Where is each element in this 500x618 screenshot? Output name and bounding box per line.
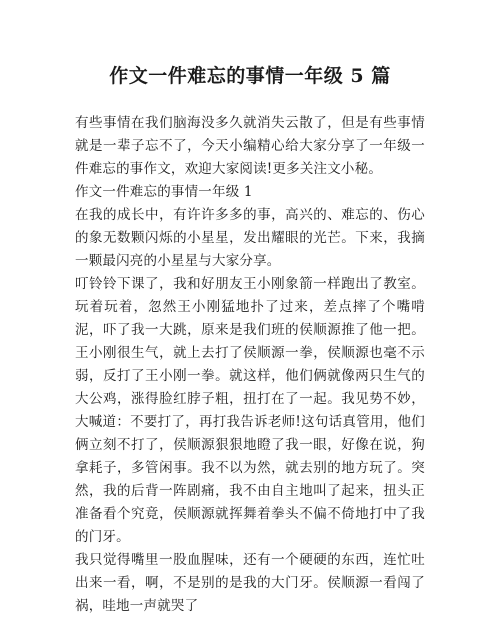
document-body	[75, 112, 425, 618]
section-heading: 作文一件难忘的事情一年级 1	[75, 184, 253, 200]
paragraph: 我只觉得嘴里一股血腥味，还有一个硬硬的东西，连忙吐出来一看，啊，不是别的是我的大门牙。侯顺源一看闯了祸，哇地一声就哭了	[75, 552, 425, 614]
paragraph-intro: 有些事情在我们脑海没多久就消失云散了，但是有些事情就是一辈子忘不了，今天小编精心给大家分享了一年级一件难忘的事作文，欢迎大家阅读!更多关注文小秘。	[75, 115, 425, 177]
paragraph: 叮铃铃下课了，我和好朋友王小刚象箭一样跑出了教室。玩着玩着，忽然王小刚猛地扑了过来，差点摔了个嘴啃泥，吓了我一大跳，原来是我们班的侯顺源推了他一把。王小刚很生气，就上去打了侯顺源一拳，侯顺源也毫不示弱，反打了王小刚一拳。就这样，他们俩就像两只生气的大公鸡，涨得脸红脖子粗，扭打在了一起。我见势不妙，大喊道：不要打了，再打我告诉老师!这句话真管用，他们俩立刻不打了，侯顺源狠狠地瞪了我一眼，好像在说，狗拿耗子，多管闲事。我不以为然，就去别的地方玩了。突然，我的后背一阵剧痛，我不由自主地叫了起来，扭头正准备看个究竟，侯顺源就挥舞着拳头不偏不倚地打中了我的门牙。	[75, 276, 425, 545]
paragraph: 在我的成长中，有许许多多的事，高兴的、难忘的、伤心的象无数颗闪烁的小星星，发出耀眼的光芒。下来，我摘一颗最闪亮的小星星与大家分享。	[75, 207, 425, 269]
document-title: 作文一件难忘的事情一年级 5 篇	[109, 65, 391, 87]
